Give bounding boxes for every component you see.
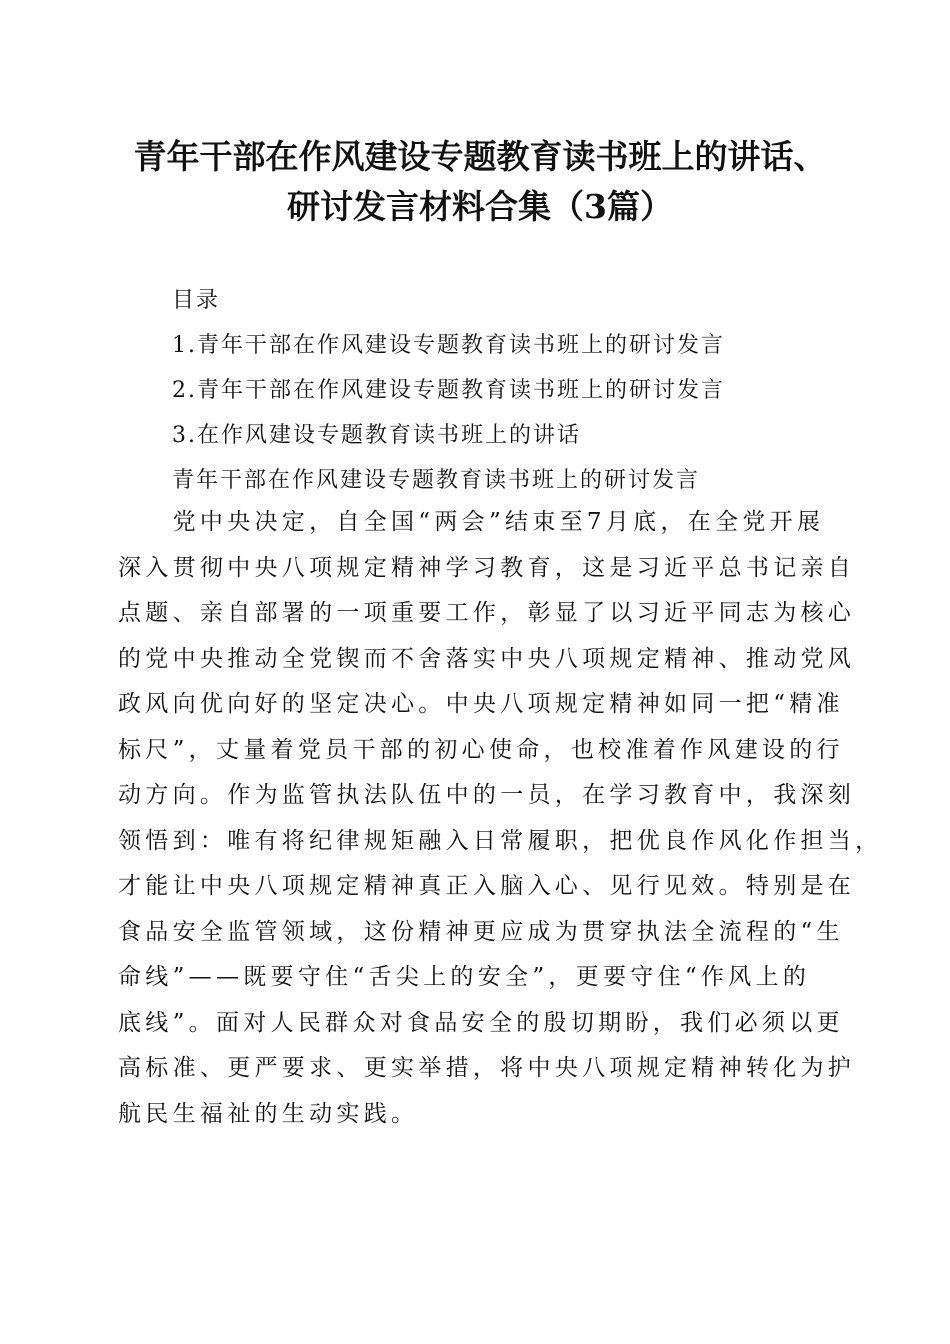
paragraph-line: 食品安全监管领域，这份精神更应成为贯穿执法全流程的“生 [118, 918, 844, 945]
paragraph-line: 标尺”，丈量着党员干部的初心使命，也校准着作风建设的行 [118, 736, 844, 763]
table-of-contents [172, 278, 725, 503]
toc-item-3: 3.在作风建设专题教育读书班上的讲话 [172, 423, 581, 448]
toc-item-2: 2.青年干部在作风建设专题教育读书班上的研讨发言 [172, 378, 725, 403]
paragraph-line: 命线”——既要守住“舌尖上的安全”，更要守住“作风上的 [118, 964, 811, 990]
title-line-1: 青年干部在作风建设专题教育读书班上的讲话、 [133, 137, 827, 176]
toc-heading: 目录 [172, 288, 221, 313]
paragraph-line: 点题、亲自部署的一项重要工作，彰显了以习近平同志为核心 [118, 600, 856, 626]
paragraph-line: 航民生福祉的生动实践。 [118, 1100, 419, 1127]
paragraph-line: 深入贯彻中央八项规定精神学习教育，这是习近平总书记亲自 [118, 554, 856, 581]
paragraph-line: 党中央决定，自全国“两会”结束至7月底，在全党开展 [118, 509, 825, 535]
paragraph-line: 领悟到：唯有将纪律规矩融入日常履职，把优良作风化作担当， [118, 827, 883, 854]
paragraph-line: 政风向优向好的坚定决心。中央八项规定精神如同一把“精准 [118, 691, 844, 717]
paragraph-line: 高标准、更严要求、更实举措，将中央八项规定精神转化为护 [118, 1055, 856, 1081]
paragraph-line: 才能让中央八项规定精神真正入脑入心、见行见效。特别是在 [118, 873, 856, 899]
toc-item-1: 1.青年干部在作风建设专题教育读书班上的研讨发言 [172, 333, 725, 358]
document-title [100, 132, 860, 232]
title-line-2: 研讨发言材料合集（3篇） [287, 187, 673, 226]
section-heading: 青年干部在作风建设专题教育读书班上的研讨发言 [172, 468, 701, 493]
body-paragraph [118, 500, 883, 1137]
paragraph-line: 动方向。作为监管执法队伍中的一员，在学习教育中，我深刻 [118, 782, 856, 808]
paragraph-line: 底线”。面对人民群众对食品安全的殷切期盼，我们必须以更 [118, 1009, 844, 1036]
paragraph-line: 的党中央推动全党锲而不舍落实中央八项规定精神、推动党风 [118, 645, 856, 672]
